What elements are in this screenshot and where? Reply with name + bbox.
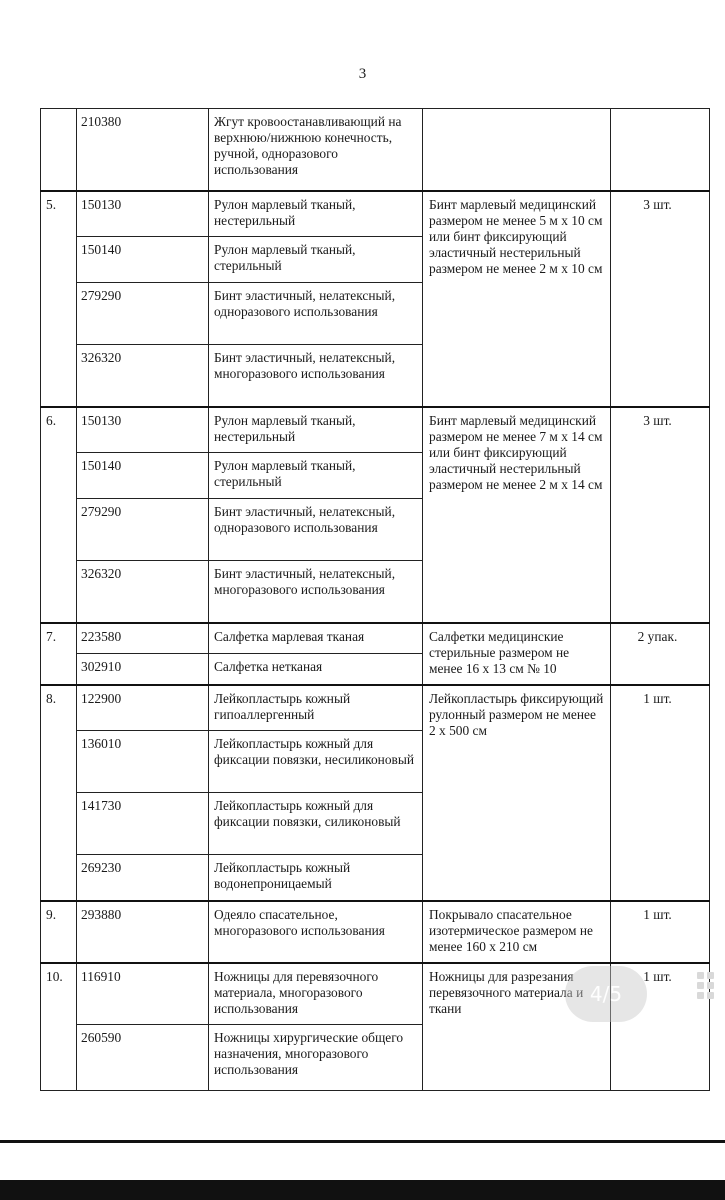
item-code: 326320 bbox=[77, 345, 209, 407]
table-row bbox=[41, 623, 710, 654]
item-name: Салфетка марлевая тканая bbox=[209, 623, 423, 654]
item-name: Лейкопластырь кожный для фиксации повязки, силиконовый bbox=[209, 793, 423, 855]
item-quantity: 1 шт. bbox=[611, 901, 710, 963]
item-code: 150140 bbox=[77, 237, 209, 283]
item-name: Лейкопластырь кожный водонепроницаемый bbox=[209, 855, 423, 901]
item-code: 210380 bbox=[77, 109, 209, 191]
item-name: Ножницы для перевязочного материала, многоразового использования bbox=[209, 963, 423, 1025]
item-description: Лейкопластырь фиксирующий рулонный размером не менее 2 х 500 см bbox=[423, 685, 611, 901]
item-quantity: 1 шт. bbox=[611, 963, 710, 1091]
table-row bbox=[41, 685, 710, 731]
medical-items-table bbox=[40, 108, 710, 1091]
item-name: Бинт эластичный, нелатексный, многоразового использования bbox=[209, 561, 423, 623]
table-row bbox=[41, 901, 710, 963]
item-quantity: 3 шт. bbox=[611, 191, 710, 407]
item-number: 5. bbox=[41, 191, 77, 407]
item-code: 326320 bbox=[77, 561, 209, 623]
item-quantity: 1 шт. bbox=[611, 685, 710, 901]
item-name: Жгут кровоостанавливающий на верхнюю/нижнюю конечность, ручной, одноразового использования bbox=[209, 109, 423, 191]
item-number: 6. bbox=[41, 407, 77, 623]
item-name: Рулон марлевый тканый, нестерильный bbox=[209, 407, 423, 453]
item-name: Рулон марлевый тканый, нестерильный bbox=[209, 191, 423, 237]
table-row bbox=[41, 407, 710, 453]
item-name: Салфетка нетканая bbox=[209, 654, 423, 685]
item-code: 279290 bbox=[77, 499, 209, 561]
item-code: 223580 bbox=[77, 623, 209, 654]
item-code: 150130 bbox=[77, 191, 209, 237]
item-code: 141730 bbox=[77, 793, 209, 855]
item-code: 150130 bbox=[77, 407, 209, 453]
item-quantity: 2 упак. bbox=[611, 623, 710, 685]
item-description: Бинт марлевый медицинский размером не менее 5 м х 10 см или бинт фиксирующий эластичный нестерильный размером не менее 2 м х 10 см bbox=[423, 191, 611, 407]
item-code: 302910 bbox=[77, 654, 209, 685]
item-number bbox=[41, 109, 77, 191]
item-description: Бинт марлевый медицинский размером не менее 7 м х 14 см или бинт фиксирующий эластичный нестерильный размером не менее 2 м х 14 см bbox=[423, 407, 611, 623]
item-quantity: 3 шт. bbox=[611, 407, 710, 623]
item-code: 150140 bbox=[77, 453, 209, 499]
item-description: Покрывало спасательное изотермическое размером не менее 160 х 210 см bbox=[423, 901, 611, 963]
item-name: Бинт эластичный, нелатексный, одноразового использования bbox=[209, 283, 423, 345]
item-code: 293880 bbox=[77, 901, 209, 963]
item-description: Салфетки медицинские стерильные размером не менее 16 х 13 см № 10 bbox=[423, 623, 611, 685]
next-page-edge bbox=[0, 1180, 725, 1200]
item-name: Одеяло спасательное, многоразового использования bbox=[209, 901, 423, 963]
item-name: Бинт эластичный, нелатексный, одноразового использования bbox=[209, 499, 423, 561]
item-name: Бинт эластичный, нелатексный, многоразового использования bbox=[209, 345, 423, 407]
item-number: 7. bbox=[41, 623, 77, 685]
item-code: 122900 bbox=[77, 685, 209, 731]
item-description: Ножницы для разрезания перевязочного материала и ткани bbox=[423, 963, 611, 1091]
item-description bbox=[423, 109, 611, 191]
item-name: Ножницы хирургические общего назначения, многоразового использования bbox=[209, 1025, 423, 1091]
item-number: 9. bbox=[41, 901, 77, 963]
page-indicator[interactable]: 4/5 bbox=[565, 966, 647, 1022]
table-row bbox=[41, 109, 710, 191]
item-name: Рулон марлевый тканый, стерильный bbox=[209, 453, 423, 499]
item-code: 269230 bbox=[77, 855, 209, 901]
item-code: 136010 bbox=[77, 731, 209, 793]
item-code: 116910 bbox=[77, 963, 209, 1025]
item-quantity bbox=[611, 109, 710, 191]
page-number: 3 bbox=[358, 66, 367, 82]
table-row bbox=[41, 191, 710, 237]
item-number: 10. bbox=[41, 963, 77, 1091]
item-code: 279290 bbox=[77, 283, 209, 345]
item-code: 260590 bbox=[77, 1025, 209, 1091]
page-divider bbox=[0, 1140, 725, 1143]
item-name: Рулон марлевый тканый, стерильный bbox=[209, 237, 423, 283]
item-name: Лейкопластырь кожный для фиксации повязки, несиликоновый bbox=[209, 731, 423, 793]
item-number: 8. bbox=[41, 685, 77, 901]
grid-icon[interactable] bbox=[697, 972, 721, 1006]
item-name: Лейкопластырь кожный гипоаллергенный bbox=[209, 685, 423, 731]
